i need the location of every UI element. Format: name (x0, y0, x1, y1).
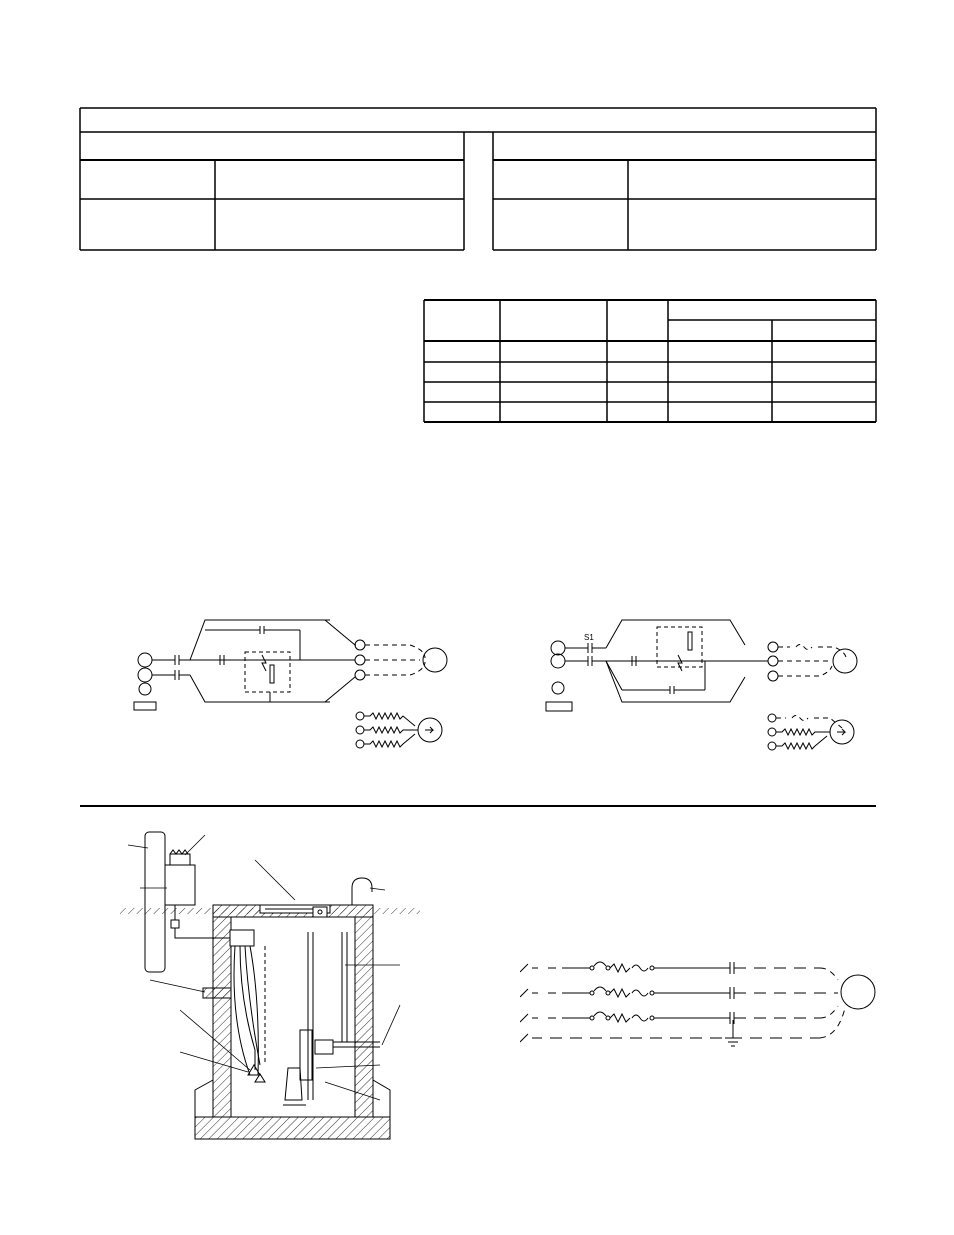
capacitor-table (0, 0, 954, 260)
section-divider (80, 805, 876, 807)
ground-line (520, 1008, 845, 1046)
wiring-diagram-right (540, 600, 880, 770)
phase-line-1 (520, 962, 838, 980)
basin-installation-diagram (120, 820, 420, 1150)
motor-symbol (841, 975, 875, 1009)
rating-table (0, 290, 954, 430)
three-phase-wiring-diagram (520, 950, 880, 1060)
switch-label: S1 (584, 633, 594, 642)
wiring-diagram-left (120, 600, 460, 770)
phase-line-2 (520, 987, 838, 999)
phase-line-3 (520, 1006, 838, 1024)
